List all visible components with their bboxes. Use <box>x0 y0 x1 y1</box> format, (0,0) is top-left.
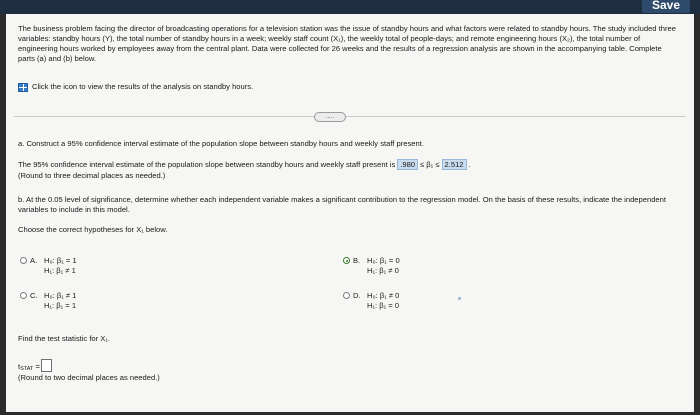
view-results-link-text[interactable]: Click the icon to view the results of the analysis on standby hours. <box>32 82 254 91</box>
ci-suffix: . <box>468 159 471 169</box>
option-c-alt-hypothesis: H₁: β₁ = 1 <box>44 301 77 310</box>
confidence-interval-row <box>18 159 471 170</box>
rounding-instruction-b: (Round to two decimal places as needed.) <box>18 373 160 382</box>
option-a-radio[interactable] <box>20 257 27 264</box>
option-d-letter: D. <box>353 291 361 300</box>
choose-hypotheses-prompt: Choose the correct hypotheses for X₁ below. <box>18 225 168 234</box>
option-a-letter: A. <box>30 256 38 265</box>
option-c-null-hypothesis: H₀: β₁ ≠ 1 <box>44 291 77 300</box>
data-table-icon[interactable] <box>18 83 28 92</box>
option-b-letter: B. <box>353 256 361 265</box>
question-panel <box>6 14 694 412</box>
option-c-letter: C. <box>30 291 38 300</box>
option-b-null-hypothesis: H₀: β₁ = 0 <box>367 256 400 265</box>
tstat-answer-row <box>18 359 52 372</box>
ci-inequality: ≤ β₁ ≤ <box>420 159 440 169</box>
ci-upper-answer[interactable]: 2.512 <box>442 159 467 170</box>
option-c[interactable] <box>20 291 140 313</box>
decorative-dot <box>458 297 461 300</box>
tstat-label: $t_{STAT}$ = <box>18 362 40 372</box>
rounding-instruction-a: (Round to three decimal places as needed.) <box>18 171 166 180</box>
part-b-question: b. At the 0.05 level of significance, determine whether each independent variable makes a significant contribution to the regression model. On the basis of these results, indicate the independent variables to include in this model. <box>18 195 666 214</box>
option-d-alt-hypothesis: H₁: β₁ = 0 <box>367 301 400 310</box>
top-toolbar <box>0 0 700 14</box>
option-a-null-hypothesis: H₀: β₁ = 1 <box>44 256 77 265</box>
option-d-radio[interactable] <box>343 292 350 299</box>
ci-lower-answer[interactable]: .980 <box>397 159 418 170</box>
section-divider <box>14 116 686 117</box>
option-a-alt-hypothesis: H₁: β₁ ≠ 1 <box>44 266 76 275</box>
option-b[interactable] <box>343 256 463 278</box>
option-a[interactable] <box>20 256 140 278</box>
test-statistic-question: Find the test statistic for X₁. <box>18 334 111 343</box>
save-button[interactable]: Save <box>642 0 690 13</box>
option-d[interactable] <box>343 291 463 313</box>
option-b-radio[interactable] <box>343 257 350 264</box>
ci-prefix-text: The 95% confidence interval estimate of the population slope between standby hours and weekly staff present is <box>18 159 396 169</box>
problem-statement: The business problem facing the director of broadcasting operations for a television station was the issue of standby hours and what factors were related to standby hours. The study included three variables: standby hours (Y), the total number of standby hours in a week; weekly staff count (X₁), the weekly total of people-days; and remote engineering hours (X₂), the total number of engineering hours worked by employees away from the central plant. Data were collected for 26 weeks and the results of a regression analysis are shown in the accompanying table. Complete parts (a) and (b) below. <box>18 24 676 63</box>
part-a-question: a. Construct a 95% confidence interval estimate of the population slope between standby hours and weekly staff present. <box>18 139 424 148</box>
view-results-link[interactable] <box>18 82 253 92</box>
option-d-null-hypothesis: H₀: β₁ ≠ 0 <box>367 291 400 300</box>
expand-more-button[interactable]: ..... <box>314 112 346 122</box>
tstat-input[interactable] <box>41 359 52 372</box>
option-c-radio[interactable] <box>20 292 27 299</box>
option-b-alt-hypothesis: H₁: β₁ ≠ 0 <box>367 266 399 275</box>
